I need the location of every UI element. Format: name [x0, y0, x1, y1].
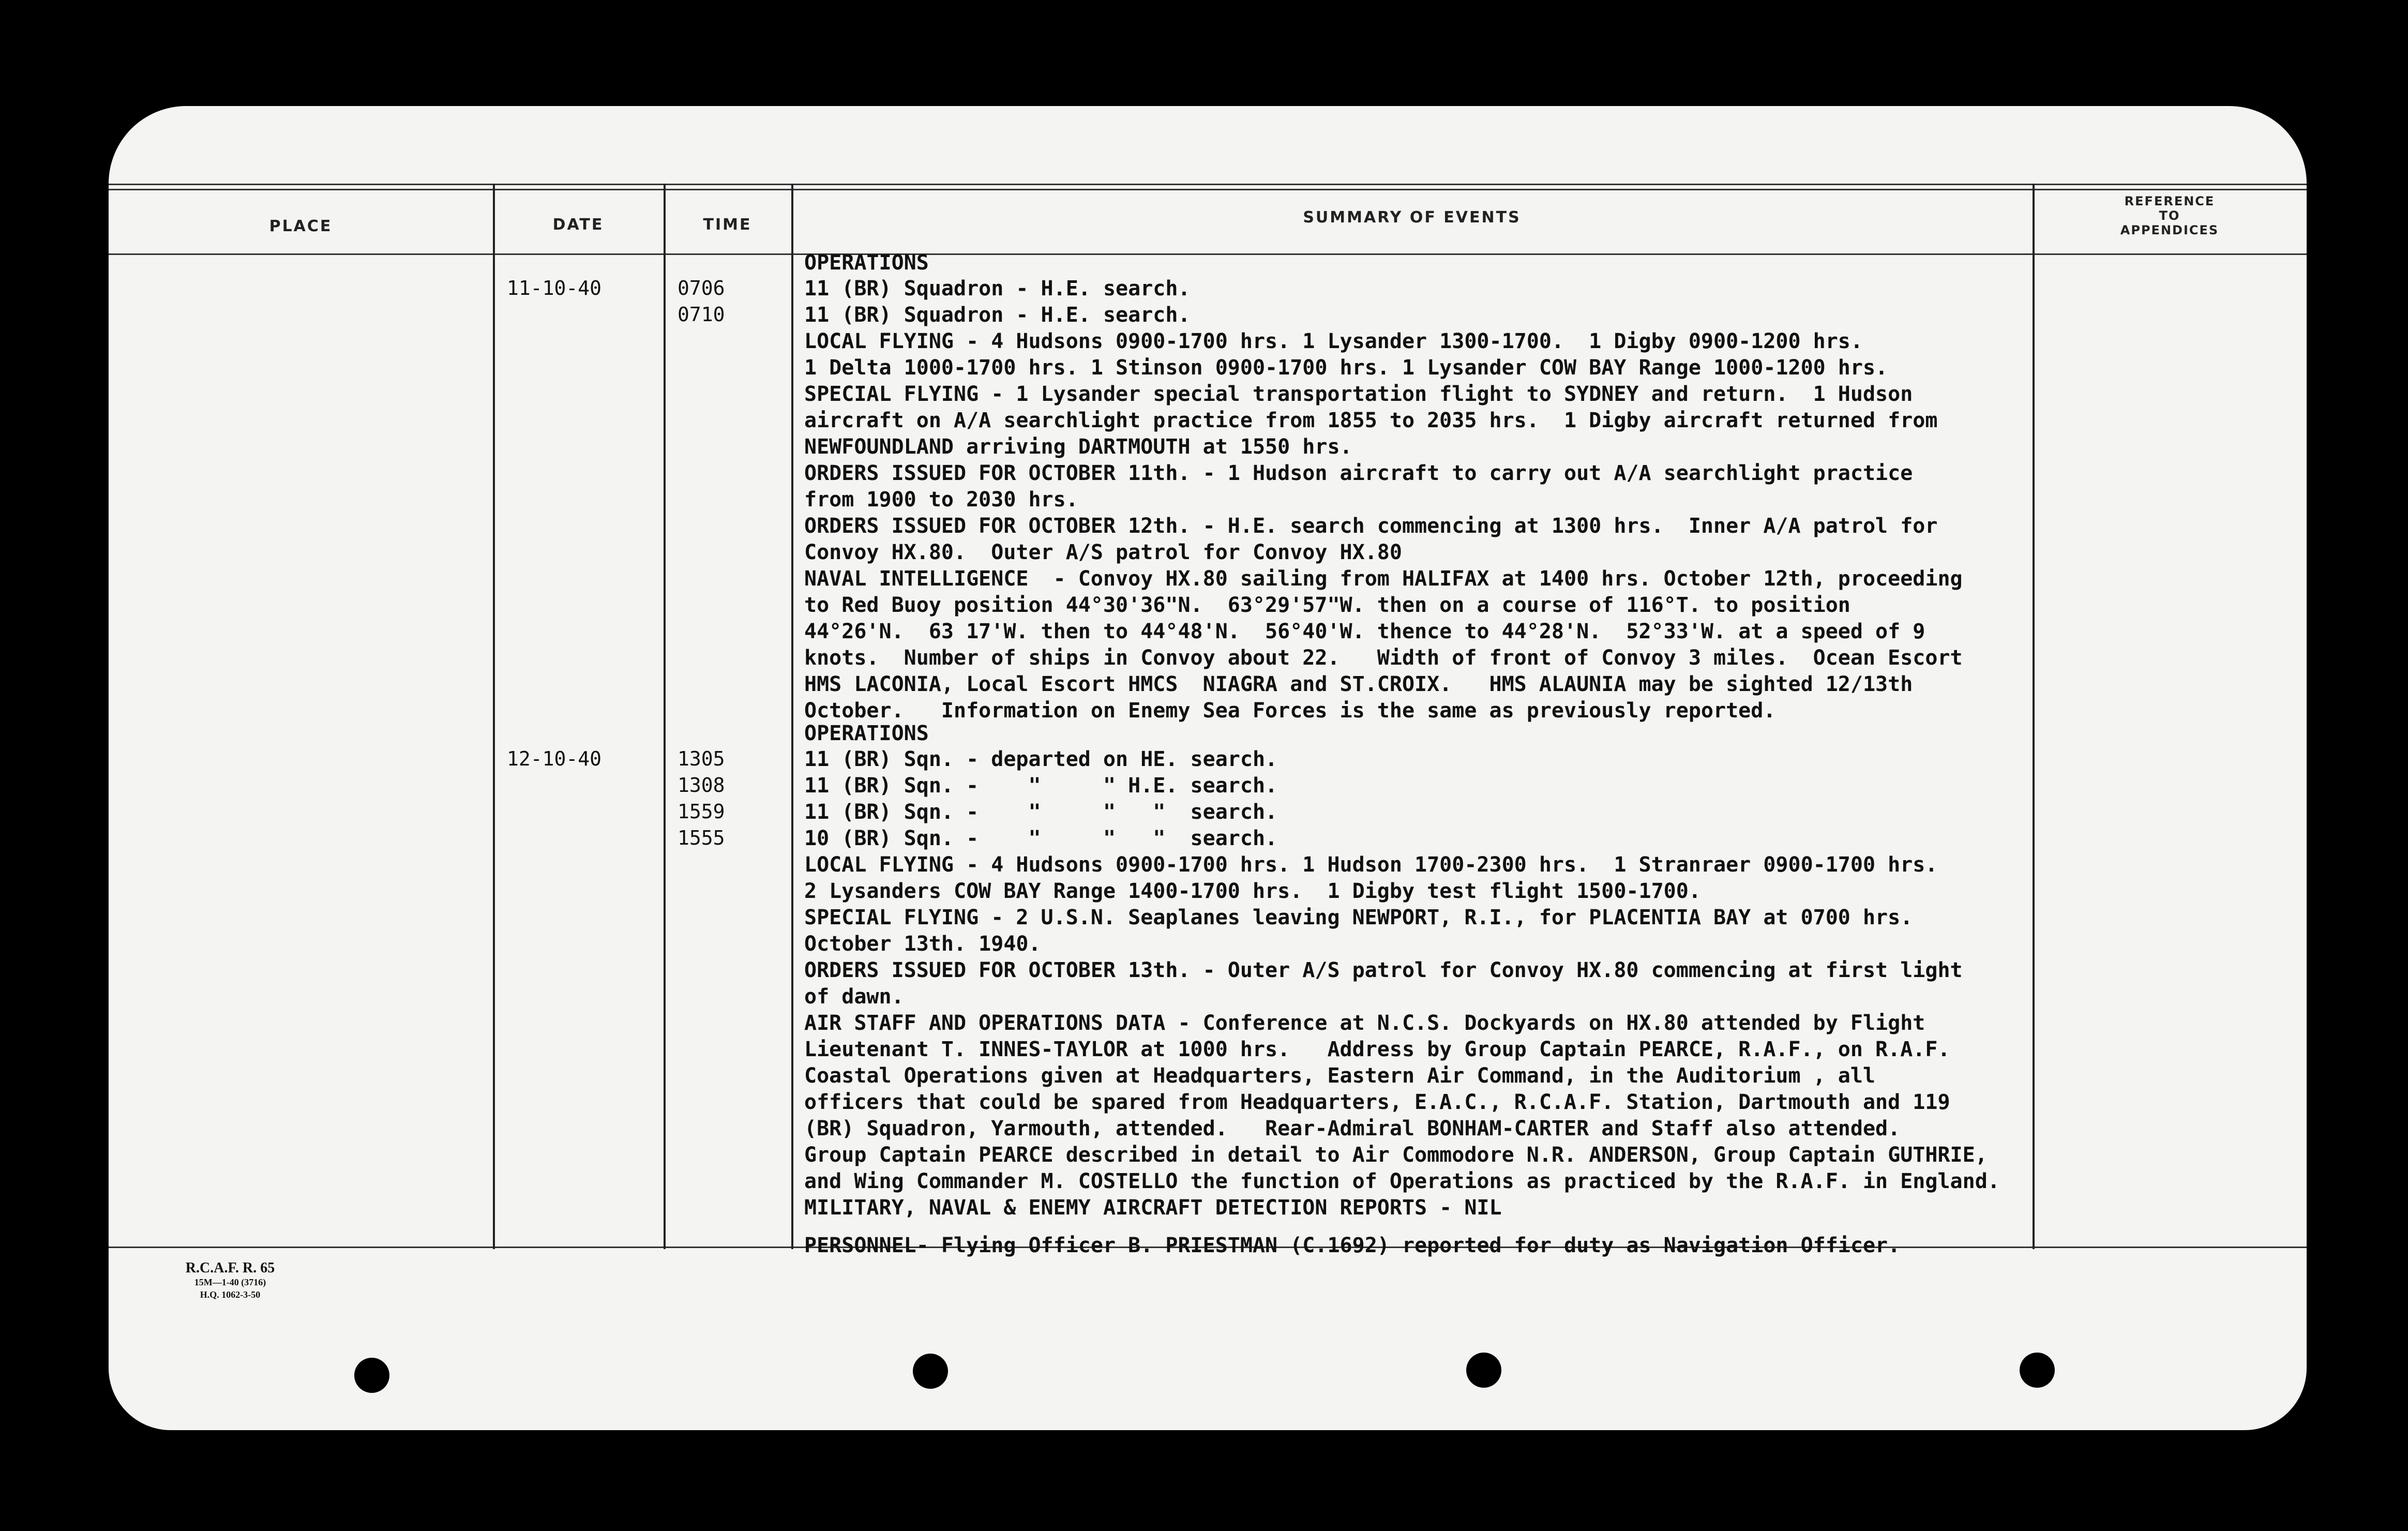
column-header-date: DATE: [552, 216, 604, 234]
date-entry: 12-10-40: [507, 747, 602, 770]
summary-line: OPERATIONS: [804, 251, 929, 275]
column-divider-time: [791, 184, 793, 1249]
summary-line: October. Information on Enemy Sea Forces is the same as previously reported.: [804, 699, 1776, 723]
summary-line: 11 (BR) Sqn. - departed on HE. search.: [804, 747, 1278, 771]
binder-hole: [2020, 1353, 2055, 1388]
summary-line: LOCAL FLYING - 4 Hudsons 0900-1700 hrs. 1 Hudson 1700-2300 hrs. 1 Stranraer 0900-1700 hrs.: [804, 853, 1938, 877]
summary-line: MILITARY, NAVAL & ENEMY AIRCRAFT DETECTION REPORTS - NIL: [804, 1196, 1502, 1220]
summary-line: LOCAL FLYING - 4 Hudsons 0900-1700 hrs. 1 Lysander 1300-1700. 1 Digby 0900-1200 hrs.: [804, 329, 1863, 353]
summary-line: Coastal Operations given at Headquarters, Eastern Air Command, in the Auditorium , all: [804, 1064, 1876, 1088]
summary-line: Lieutenant T. INNES-TAYLOR at 1000 hrs. Address by Group Captain PEARCE, R.A.F., on R.A.F.: [804, 1038, 1950, 1061]
summary-line: 44°26'N. 63 17'W. then to 44°48'N. 56°40'W. thence to 44°28'N. 52°33'W. at a speed of 9: [804, 620, 1925, 643]
summary-line: ORDERS ISSUED FOR OCTOBER 13th. - Outer A/S patrol for Convoy HX.80 commencing at first light: [804, 958, 1963, 982]
time-entry: 1555: [678, 827, 725, 849]
date-entry: 11-10-40: [507, 277, 602, 299]
summary-line: 10 (BR) Sqn. - " " " search.: [804, 827, 1278, 850]
time-entry: 0706: [678, 277, 725, 299]
column-divider-place: [493, 184, 495, 1249]
column-divider-date: [664, 184, 666, 1249]
summary-line: ORDERS ISSUED FOR OCTOBER 12th. - H.E. search commencing at 1300 hrs. Inner A/A patrol for: [804, 514, 1938, 538]
summary-line: ORDERS ISSUED FOR OCTOBER 11th. - 1 Hudson aircraft to carry out A/A searchlight practice: [804, 461, 1913, 485]
summary-line: 11 (BR) Sqn. - " " " search.: [804, 800, 1278, 824]
summary-line: 1 Delta 1000-1700 hrs. 1 Stinson 0900-1700 hrs. 1 Lysander COW BAY Range 1000-1200 hrs.: [804, 356, 1888, 380]
header-top-rule-2: [109, 189, 2307, 190]
summary-line: from 1900 to 2030 hrs.: [804, 488, 1078, 512]
binder-hole: [354, 1358, 389, 1393]
summary-line: of dawn.: [804, 985, 904, 1009]
summary-line: aircraft on A/A searchlight practice from 1855 to 2035 hrs. 1 Digby aircraft returned from: [804, 409, 1938, 432]
column-divider-summary: [2033, 184, 2035, 1249]
summary-line: officers that could be spared from Headquarters, E.A.C., R.C.A.F. Station, Dartmouth and 119: [804, 1090, 1950, 1114]
time-entry: 1559: [678, 800, 725, 823]
form-hq-ref: H.Q. 1062-3-50: [200, 1289, 261, 1300]
summary-line: (BR) Squadron, Yarmouth, attended. Rear-Admiral BONHAM-CARTER and Staff also attended.: [804, 1117, 1901, 1140]
summary-line: 11 (BR) Sqn. - " " H.E. search.: [804, 774, 1278, 798]
summary-line: NAVAL INTELLIGENCE - Convoy HX.80 sailing from HALIFAX at 1400 hrs. October 12th, proceeding: [804, 567, 1963, 591]
column-header-place: PLACE: [269, 217, 333, 235]
summary-line: knots. Number of ships in Convoy about 22. Width of front of Convoy 3 miles. Ocean Escort: [804, 646, 1963, 670]
form-print-run: 15M—1-40 (3716): [194, 1277, 266, 1287]
form-code: R.C.A.F. R. 65: [185, 1260, 275, 1276]
summary-line: PERSONNEL- Flying Officer B. PRIESTMAN (C.1692) reported for duty as Navigation Officer.: [804, 1234, 1901, 1257]
header-bottom-rule: [109, 253, 2307, 255]
summary-line: 2 Lysanders COW BAY Range 1400-1700 hrs. 1 Digby test flight 1500-1700.: [804, 879, 1701, 903]
summary-line: HMS LACONIA, Local Escort HMCS NIAGRA and ST.CROIX. HMS ALAUNIA may be sighted 12/13th: [804, 672, 1913, 696]
summary-line: to Red Buoy position 44°30'36"N. 63°29'57"W. then on a course of 116°T. to position: [804, 593, 1850, 617]
summary-line: NEWFOUNDLAND arriving DARTMOUTH at 1550 hrs.: [804, 435, 1352, 459]
column-header-summary: SUMMARY OF EVENTS: [1303, 208, 1521, 227]
summary-line: AIR STAFF AND OPERATIONS DATA - Conference at N.C.S. Dockyards on HX.80 attended by Flight: [804, 1011, 1925, 1035]
summary-line: Convoy HX.80. Outer A/S patrol for Convoy HX.80: [804, 541, 1402, 564]
summary-line: 11 (BR) Squadron - H.E. search.: [804, 303, 1191, 327]
summary-line: October 13th. 1940.: [804, 932, 1041, 956]
summary-line: 11 (BR) Squadron - H.E. search.: [804, 277, 1191, 301]
summary-line: Group Captain PEARCE described in detail to Air Commodore N.R. ANDERSON, Group Captain GUTHRIE,: [804, 1143, 1988, 1167]
binder-hole: [1466, 1353, 1501, 1388]
time-entry: 0710: [678, 303, 725, 326]
time-entry: 1308: [678, 774, 725, 797]
time-entry: 1305: [678, 747, 725, 770]
header-top-rule: [109, 184, 2307, 185]
summary-line: and Wing Commander M. COSTELLO the function of Operations as practiced by the R.A.F. in England.: [804, 1169, 2000, 1193]
binder-hole: [913, 1354, 948, 1389]
summary-line: OPERATIONS: [804, 722, 929, 745]
summary-line: SPECIAL FLYING - 1 Lysander special transportation flight to SYDNEY and return. 1 Hudson: [804, 382, 1913, 406]
form-number: [155, 1260, 305, 1301]
column-header-reference: REFERENCE TO APPENDICES: [2120, 194, 2219, 237]
summary-line: SPECIAL FLYING - 2 U.S.N. Seaplanes leaving NEWPORT, R.I., for PLACENTIA BAY at 0700 hrs.: [804, 906, 1913, 929]
column-header-time: TIME: [703, 216, 752, 234]
diary-sheet: [109, 106, 2307, 1430]
